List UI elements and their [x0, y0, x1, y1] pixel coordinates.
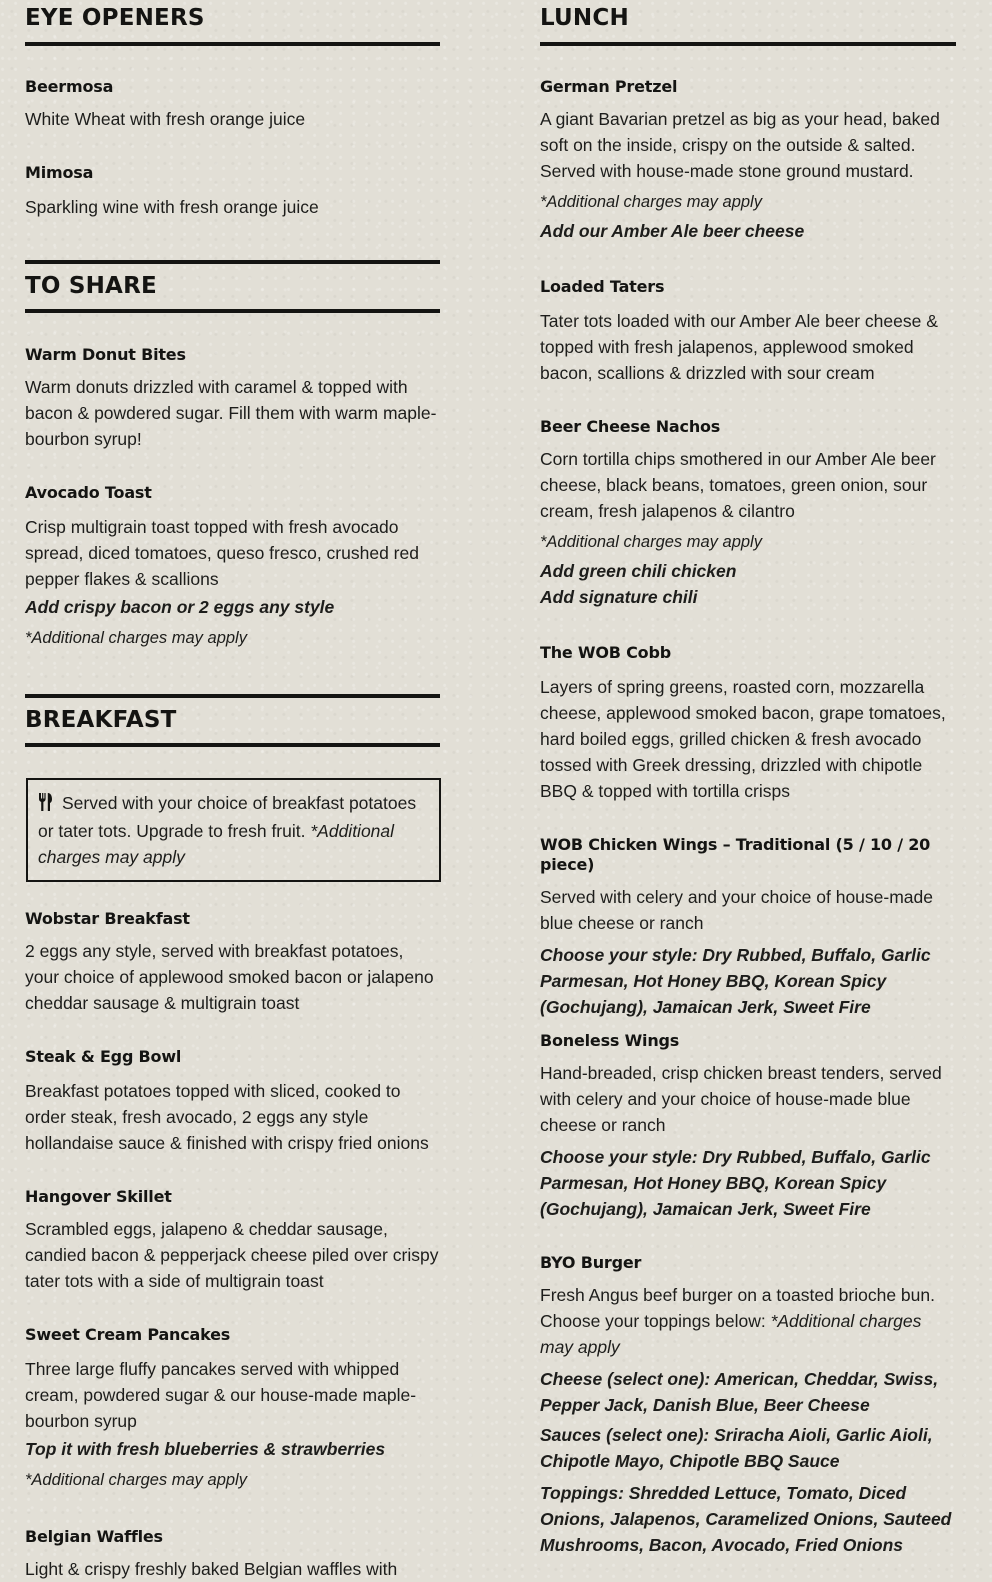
- item-description: Breakfast potatoes topped with sliced, cooked to order steak, fresh avocado, 2 eggs any style hollandaise sauce & finished with crispy fried onions: [25, 1081, 429, 1153]
- item-add-on: Add crispy bacon or 2 eggs any style: [25, 597, 335, 617]
- item-description: [540, 1282, 956, 1360]
- item-name: Avocado Toast: [25, 483, 152, 502]
- item-name: Sweet Cream Pancakes: [25, 1325, 231, 1344]
- item-name: The WOB Cobb: [540, 643, 671, 662]
- item-description: Layers of spring greens, roasted corn, mozzarella cheese, applewood smoked bacon, grape tomatoes, hard boiled eggs, grilled chicken & fresh avocado tossed with Greek dressing, drizzled with chipotle BBQ & topped with tortilla crisps: [540, 677, 946, 801]
- menu-item-sweet-cream-pancakes: [25, 1325, 440, 1492]
- menu-item-steak-egg-bowl: [25, 1047, 440, 1156]
- item-add-on: Add signature chili: [540, 587, 698, 607]
- item-note: *Additional charges may apply: [540, 193, 762, 211]
- item-add-on: Add our Amber Ale beer cheese: [540, 221, 805, 241]
- menu-item-beer-cheese-nachos: [540, 417, 956, 610]
- section-title: LUNCH: [540, 5, 629, 31]
- item-description: Served with celery and your choice of house-made blue cheese or ranch: [540, 887, 933, 933]
- item-description: Scrambled eggs, jalapeno & cheddar sausage, candied bacon & pepperjack cheese piled over crispy tater tots with a side of multigrain toast: [25, 1219, 439, 1291]
- item-description: 2 eggs any style, served with breakfast potatoes, your choice of applewood smoked bacon or jalapeno cheddar sausage & multigrain toast: [25, 941, 434, 1013]
- section-rule: [25, 309, 440, 313]
- section-rule: [25, 743, 440, 747]
- section-lunch: [540, 4, 956, 32]
- item-description: Warm donuts drizzled with caramel & topped with bacon & powdered sugar. Fill them with warm maple-bourbon syrup!: [25, 377, 437, 449]
- item-note: *Additional charges may apply: [540, 1311, 922, 1357]
- item-note: *Additional charges may apply: [25, 629, 247, 647]
- item-description: Sparkling wine with fresh orange juice: [25, 197, 319, 217]
- item-description: White Wheat with fresh orange juice: [25, 109, 306, 129]
- item-name: Beermosa: [25, 77, 114, 96]
- item-description: Tater tots loaded with our Amber Ale beer cheese & topped with fresh jalapenos, applewood smoked bacon, scallions & drizzled with sour cream: [540, 311, 938, 383]
- item-sauce-options: Sauces (select one): Sriracha Aioli, Garlic Aioli, Chipotle Mayo, Chipotle BBQ Sauce: [540, 1425, 933, 1471]
- item-name: German Pretzel: [540, 77, 678, 96]
- item-name: Loaded Taters: [540, 277, 665, 296]
- menu-item-byo-burger: [540, 1253, 956, 1558]
- section-eye-openers: [25, 4, 440, 32]
- callout-note: *Additional charges may apply: [38, 821, 395, 867]
- menu-item-loaded-taters: [540, 277, 956, 386]
- item-name: WOB Chicken Wings – Traditional (5 / 10 / 20 piece): [540, 835, 931, 874]
- menu-item-wob-chicken-wings: [540, 835, 956, 1020]
- item-style-options: Choose your style: Dry Rubbed, Buffalo, Garlic Parmesan, Hot Honey BBQ, Korean Spicy (Gochujang), Jamaican Jerk, Sweet Fire: [540, 945, 931, 1017]
- fork-knife-icon: [38, 792, 54, 818]
- item-name: Hangover Skillet: [25, 1187, 172, 1206]
- menu-item-wob-cobb: [540, 643, 956, 804]
- item-name: Steak & Egg Bowl: [25, 1047, 182, 1066]
- item-name: Belgian Waffles: [25, 1527, 163, 1546]
- section-title: EYE OPENERS: [25, 5, 205, 31]
- item-style-options: Choose your style: Dry Rubbed, Buffalo, Garlic Parmesan, Hot Honey BBQ, Korean Spicy (Gochujang), Jamaican Jerk, Sweet Fire: [540, 1147, 931, 1219]
- breakfast-sides-callout: [26, 778, 441, 882]
- menu-item-boneless-wings: [540, 1031, 956, 1222]
- menu-item-mimosa: [25, 163, 440, 220]
- menu-item-avocado-toast: [25, 483, 440, 650]
- menu-item-warm-donut-bites: [25, 345, 440, 452]
- item-description: Crisp multigrain toast topped with fresh avocado spread, diced tomatoes, queso fresco, crushed red pepper flakes & scallions: [25, 517, 419, 589]
- callout-main-text: Served with your choice of breakfast potatoes or tater tots. Upgrade to fresh fruit.: [38, 793, 417, 841]
- section-rule: [25, 260, 440, 264]
- menu-item-beermosa: [25, 77, 440, 132]
- menu-item-wobstar-breakfast: [25, 909, 440, 1016]
- item-name: Warm Donut Bites: [25, 345, 186, 364]
- item-name: Mimosa: [25, 163, 94, 182]
- item-description: Light & crispy freshly baked Belgian waffles with: [25, 1559, 398, 1579]
- menu-item-hangover-skillet: [25, 1187, 440, 1294]
- section-to-share: [25, 272, 440, 300]
- section-rule: [25, 42, 440, 46]
- item-description: Corn tortilla chips smothered in our Amber Ale beer cheese, black beans, tomatoes, green onion, sour cream, fresh jalapenos & cilantro: [540, 449, 936, 521]
- section-rule: [540, 42, 956, 46]
- item-description-text: Fresh Angus beef burger on a toasted brioche bun. Choose your toppings below:: [540, 1285, 935, 1331]
- section-breakfast: [25, 706, 440, 734]
- item-add-on: Add green chili chicken: [540, 561, 737, 581]
- section-title: BREAKFAST: [25, 707, 177, 733]
- callout-text: [38, 790, 429, 870]
- item-name: Wobstar Breakfast: [25, 909, 190, 928]
- item-description: A giant Bavarian pretzel as big as your head, baked soft on the inside, crispy on the outside & salted. Served with house-made stone ground mustard.: [540, 109, 940, 181]
- item-note: *Additional charges may apply: [540, 533, 762, 551]
- item-description: Hand-breaded, crisp chicken breast tenders, served with celery and your choice of house-made blue cheese or ranch: [540, 1063, 942, 1135]
- item-add-on: Top it with fresh blueberries & strawberries: [25, 1439, 386, 1459]
- item-name: Beer Cheese Nachos: [540, 417, 721, 436]
- item-note: *Additional charges may apply: [25, 1471, 247, 1489]
- item-description: Three large fluffy pancakes served with whipped cream, powdered sugar & our house-made maple-bourbon syrup: [25, 1359, 417, 1431]
- item-cheese-options: Cheese (select one): American, Cheddar, Swiss, Pepper Jack, Danish Blue, Beer Cheese: [540, 1369, 939, 1415]
- section-rule: [25, 694, 440, 698]
- menu-item-belgian-waffles: [25, 1527, 440, 1582]
- item-name: Boneless Wings: [540, 1031, 680, 1050]
- item-name: BYO Burger: [540, 1253, 642, 1272]
- section-title: TO SHARE: [25, 273, 157, 299]
- menu-item-german-pretzel: [540, 77, 956, 244]
- item-topping-options: Toppings: Shredded Lettuce, Tomato, Diced Onions, Jalapenos, Caramelized Onions, Sauteed Mushrooms, Bacon, Avocado, Fried Onions: [540, 1483, 952, 1555]
